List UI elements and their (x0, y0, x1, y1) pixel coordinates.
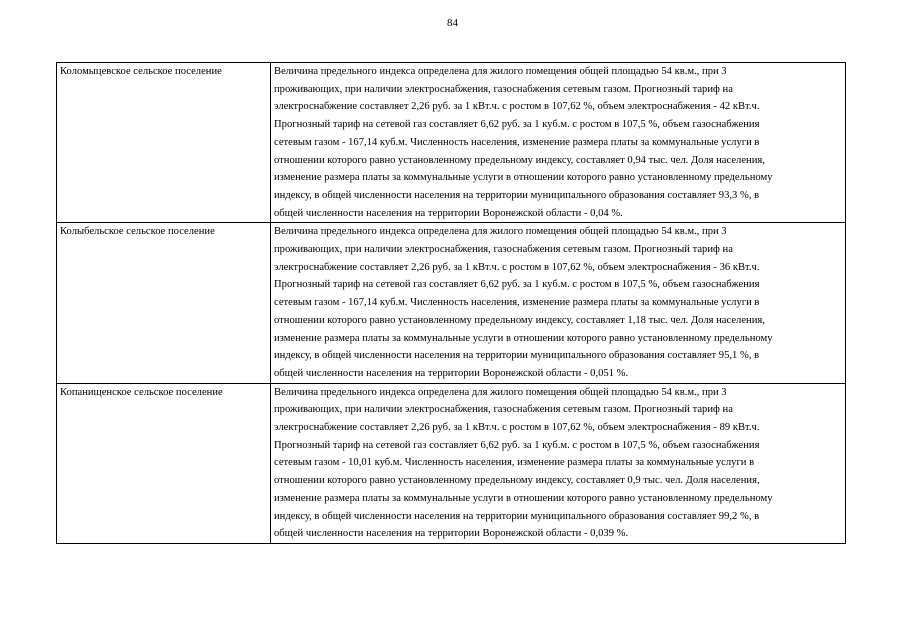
description-line: отношении которого равно установленному предельному индексу, составляет 0,94 тыс. чел. Доля населения, (274, 154, 765, 166)
description-line: сетевым газом - 10,01 куб.м. Численность населения, изменение размера платы за коммунальные услуги в (274, 457, 755, 469)
description-line: общей численности населения на территории Воронежской области - 0,04 %. (274, 207, 623, 219)
description-line: сетевым газом - 167,14 куб.м. Численность населения, изменение размера платы за коммунальные услуги в (274, 136, 760, 148)
index-description (271, 223, 846, 383)
municipality-name: Коломыцевское сельское поселение (57, 63, 271, 223)
page-number: 84 (447, 17, 458, 29)
description-line: общей численности населения на территории Воронежской области - 0,051 %. (274, 367, 629, 379)
description-line: Прогнозный тариф на сетевой газ составляет 6,62 руб. за 1 куб.м. с ростом в 107,5 %, объем газоснабжения (274, 439, 760, 451)
description-line: изменение размера платы за коммунальные услуги в отношении которого равно установленному предельному (274, 172, 773, 184)
description-line: электроснабжение составляет 2,26 руб. за 1 кВт.ч. с ростом в 107,62 %, объем электроснабжения - 36 кВт.ч. (274, 261, 760, 273)
description-line: проживающих, при наличии электроснабжения, газоснабжения сетевым газом. Прогнозный тариф на (274, 244, 733, 256)
index-description (271, 383, 846, 543)
table-row (57, 223, 846, 383)
description-line: индексу, в общей численности населения на территории муниципального образования составляет 99,2 %, в (274, 510, 760, 522)
description-line: Прогнозный тариф на сетевой газ составляет 6,62 руб. за 1 куб.м. с ростом в 107,5 %, объем газоснабжения (274, 119, 760, 131)
description-line: отношении которого равно установленному предельному индексу, составляет 1,18 тыс. чел. Доля населения, (274, 314, 765, 326)
description-line: общей численности населения на территории Воронежской области - 0,039 %. (274, 528, 629, 540)
municipality-table (56, 62, 846, 544)
description-line: Величина предельного индекса определена для жилого помещения общей площадью 54 кв.м., при 3 (274, 226, 727, 238)
description-line: сетевым газом - 167,14 куб.м. Численность населения, изменение размера платы за коммунальные услуги в (274, 297, 760, 309)
municipality-name: Колыбельское сельское поселение (57, 223, 271, 383)
description-line: проживающих, при наличии электроснабжения, газоснабжения сетевым газом. Прогнозный тариф на (274, 404, 733, 416)
description-line: отношении которого равно установленному предельному индексу, составляет 0,9 тыс. чел. Доля населения, (274, 475, 760, 487)
description-line: проживающих, при наличии электроснабжения, газоснабжения сетевым газом. Прогнозный тариф на (274, 83, 733, 95)
municipality-name: Копанищенское сельское поселение (57, 383, 271, 543)
table-row (57, 383, 846, 543)
description-line: изменение размера платы за коммунальные услуги в отношении которого равно установленному предельному (274, 332, 773, 344)
description-line: электроснабжение составляет 2,26 руб. за 1 кВт.ч. с ростом в 107,62 %, объем электроснабжения - 42 кВт.ч. (274, 101, 760, 113)
description-line: индексу, в общей численности населения на территории муниципального образования составляет 95,1 %, в (274, 350, 760, 362)
index-description (271, 63, 846, 223)
description-line: Прогнозный тариф на сетевой газ составляет 6,62 руб. за 1 куб.м. с ростом в 107,5 %, объем газоснабжения (274, 279, 760, 291)
description-line: Величина предельного индекса определена для жилого помещения общей площадью 54 кв.м., при 3 (274, 66, 727, 77)
description-line: электроснабжение составляет 2,26 руб. за 1 кВт.ч. с ростом в 107,62 %, объем электроснабжения - 89 кВт.ч. (274, 422, 760, 434)
table-row (57, 63, 846, 223)
description-line: Величина предельного индекса определена для жилого помещения общей площадью 54 кв.м., при 3 (274, 386, 727, 398)
description-line: изменение размера платы за коммунальные услуги в отношении которого равно установленному предельному (274, 492, 773, 504)
description-line: индексу, в общей численности населения на территории муниципального образования составляет 93,3 %, в (274, 189, 760, 201)
